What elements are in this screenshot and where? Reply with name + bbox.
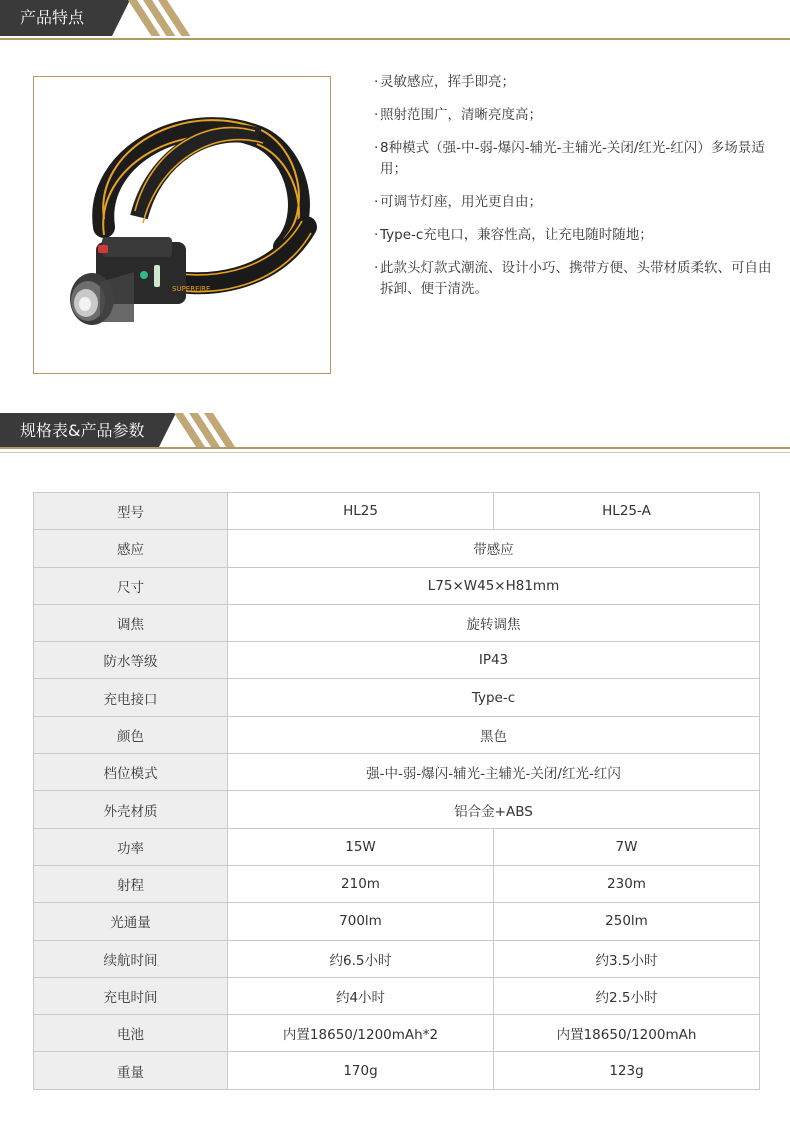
cell-hl25a: 7W: [494, 828, 760, 865]
table-row: [34, 903, 760, 940]
cell-hl25a: HL25-A: [494, 493, 760, 530]
cell-hl25: HL25: [228, 493, 494, 530]
cell-merged: L75×W45×H81mm: [228, 567, 760, 604]
row-label: 外壳材质: [34, 791, 228, 828]
header-divider-thin: [0, 452, 790, 453]
row-label: 续航时间: [34, 940, 228, 977]
cell-hl25a: 约2.5小时: [494, 977, 760, 1014]
table-row: [34, 604, 760, 641]
feature-item: · 可调节灯座，用光更自由；: [374, 192, 774, 213]
table-row: [34, 940, 760, 977]
feature-item: · 灵敏感应，挥手即亮；: [374, 72, 774, 93]
row-label: 颜色: [34, 716, 228, 753]
section-title-features: 产品特点: [0, 0, 112, 36]
table-row: [34, 828, 760, 865]
feature-item: · 此款头灯款式潮流、设计小巧、携带方便、头带材质柔软、可自由拆卸、便于清洗。: [374, 258, 774, 300]
row-label: 光通量: [34, 903, 228, 940]
feature-item: · Type-c充电口，兼容性高，让充电随时随地；: [374, 225, 774, 246]
row-label: 型号: [34, 493, 228, 530]
cell-hl25a: 123g: [494, 1052, 760, 1089]
cell-merged: 旋转调焦: [228, 604, 760, 641]
table-row: [34, 567, 760, 604]
cell-hl25: 170g: [228, 1052, 494, 1089]
cell-merged: Type-c: [228, 679, 760, 716]
row-label: 电池: [34, 1015, 228, 1052]
cell-hl25a: 内置18650/1200mAh: [494, 1015, 760, 1052]
row-label: 尺寸: [34, 567, 228, 604]
cell-merged: 强-中-弱-爆闪-辅光-主辅光-关闭/红光-红闪: [228, 754, 760, 791]
row-label: 档位模式: [34, 754, 228, 791]
cell-hl25: 约6.5小时: [228, 940, 494, 977]
row-label: 防水等级: [34, 642, 228, 679]
cell-hl25: 内置18650/1200mAh*2: [228, 1015, 494, 1052]
cell-hl25: 15W: [228, 828, 494, 865]
section-header-features: [0, 0, 790, 40]
cell-hl25: 约4小时: [228, 977, 494, 1014]
table-row: [34, 791, 760, 828]
table-row: [34, 977, 760, 1014]
row-label: 重量: [34, 1052, 228, 1089]
features-list: [374, 72, 774, 312]
spec-table: [33, 492, 760, 1090]
cell-merged: 黑色: [228, 716, 760, 753]
row-label: 感应: [34, 530, 228, 567]
table-row: [34, 493, 760, 530]
header-divider: [0, 38, 790, 40]
cell-hl25: 210m: [228, 865, 494, 902]
table-row: [34, 754, 760, 791]
brand-text: SUPERFIRE: [172, 285, 211, 293]
cell-merged: 带感应: [228, 530, 760, 567]
row-label: 射程: [34, 865, 228, 902]
cell-hl25a: 230m: [494, 865, 760, 902]
cell-hl25a: 250lm: [494, 903, 760, 940]
table-row: [34, 679, 760, 716]
section-header-specs: [0, 413, 790, 453]
header-divider: [0, 447, 790, 449]
product-image: [33, 76, 331, 374]
row-label: 充电接口: [34, 679, 228, 716]
row-label: 调焦: [34, 604, 228, 641]
cell-hl25: 700lm: [228, 903, 494, 940]
cell-merged: 铝合金+ABS: [228, 791, 760, 828]
table-row: [34, 716, 760, 753]
feature-item: · 照射范围广，清晰亮度高；: [374, 105, 774, 126]
feature-item: · 8种模式（强-中-弱-爆闪-辅光-主辅光-关闭/红光-红闪）多场景适用；: [374, 138, 774, 180]
table-row: [34, 1052, 760, 1089]
row-label: 充电时间: [34, 977, 228, 1014]
headlamp-illustration: [34, 77, 330, 373]
row-label: 功率: [34, 828, 228, 865]
section-title-specs: 规格表&产品参数: [0, 413, 158, 449]
cell-hl25a: 约3.5小时: [494, 940, 760, 977]
cell-merged: IP43: [228, 642, 760, 679]
table-row: [34, 642, 760, 679]
table-row: [34, 865, 760, 902]
table-row: [34, 1015, 760, 1052]
table-row: [34, 530, 760, 567]
